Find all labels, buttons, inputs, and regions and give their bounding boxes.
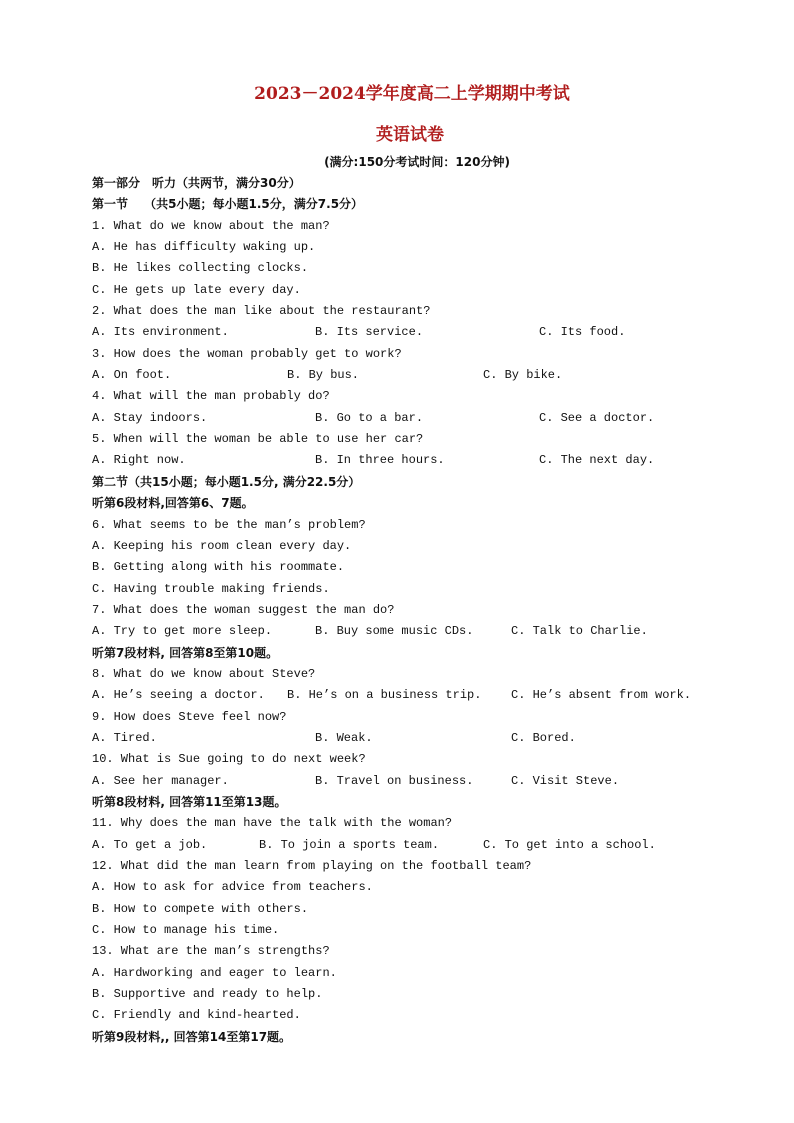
option-row [92, 685, 732, 706]
answer-option[interactable]: A. He’s seeing a doctor. [92, 688, 265, 703]
answer-option[interactable]: C. The next day. [539, 453, 655, 468]
material-instruction: 听第8段材料, 回答第11至第13题。 [92, 794, 287, 809]
answer-option[interactable]: A. Stay indoors. [92, 410, 208, 425]
answer-option[interactable]: C. To get into a school. [483, 837, 656, 852]
option-row [92, 621, 732, 642]
answer-option[interactable]: C. How to manage his time. [92, 923, 280, 938]
answer-option[interactable]: C. Bored. [511, 730, 576, 745]
section-heading: 第二节（共15小题；每小题1.5分, 满分22.5分） [92, 474, 361, 489]
answer-option[interactable]: B. Getting along with his roommate. [92, 560, 345, 575]
answer-option[interactable]: C. See a doctor. [539, 410, 655, 425]
question-stem: 10. What is Sue going to do next week? [92, 752, 366, 767]
answer-option[interactable]: B. How to compete with others. [92, 901, 309, 916]
answer-option[interactable]: A. How to ask for advice from teachers. [92, 880, 373, 895]
option-row [92, 365, 732, 386]
answer-option[interactable]: C. Visit Steve. [511, 773, 620, 788]
answer-option[interactable]: A. Hardworking and eager to learn. [92, 965, 337, 980]
answer-option[interactable]: B. In three hours. [315, 453, 445, 468]
question-stem: 9. How does Steve feel now? [92, 709, 287, 724]
material-instruction: 听第6段材料,回答第6、7题。 [92, 496, 254, 511]
question-stem: 6. What seems to be the man’s problem? [92, 517, 366, 532]
option-row [92, 728, 732, 749]
question-stem: 5. When will the woman be able to use her car? [92, 432, 424, 447]
part-heading: 第一部分 听力（共两节，满分30分） [92, 176, 301, 190]
exam-title: 2023－2024学年度高二上学期期中考试 [254, 84, 570, 104]
question-stem: 3. How does the woman probably get to work? [92, 346, 402, 361]
answer-option[interactable]: B. To join a sports team. [259, 837, 440, 852]
answer-option[interactable]: C. Friendly and kind-hearted. [92, 1008, 301, 1023]
answer-option[interactable]: A. On foot. [92, 368, 172, 383]
answer-option[interactable]: A. See her manager. [92, 773, 229, 788]
material-instruction: 听第9段材料,, 回答第14至第17题。 [92, 1029, 292, 1044]
answer-option[interactable]: A. To get a job. [92, 837, 208, 852]
option-row [92, 408, 732, 429]
answer-option[interactable]: B. Its service. [315, 325, 424, 340]
answer-option[interactable]: B. Buy some music CDs. [315, 624, 474, 639]
answer-option[interactable]: C. He’s absent from work. [511, 688, 692, 703]
option-row [92, 322, 732, 343]
answer-option[interactable]: A. Try to get more sleep. [92, 624, 273, 639]
answer-option[interactable]: B. Weak. [315, 730, 373, 745]
question-stem: 11. Why does the man have the talk with the woman? [92, 816, 453, 831]
section-heading: 第一节 （共5小题；每小题1.5分，满分7.5分） [92, 197, 364, 212]
question-list [92, 173, 732, 1048]
option-row [92, 771, 732, 792]
answer-option[interactable]: B. Go to a bar. [315, 410, 424, 425]
answer-option[interactable]: A. Keeping his room clean every day. [92, 538, 352, 553]
answer-option[interactable]: C. Its food. [539, 325, 626, 340]
answer-option[interactable]: C. By bike. [483, 368, 563, 383]
question-stem: 1. What do we know about the man? [92, 218, 330, 233]
answer-option[interactable]: B. He likes collecting clocks. [92, 261, 309, 276]
answer-option[interactable]: C. Talk to Charlie. [511, 624, 648, 639]
option-row [92, 450, 732, 471]
question-stem: 2. What does the man like about the restaurant? [92, 304, 431, 319]
answer-option[interactable]: A. Its environment. [92, 325, 229, 340]
answer-option[interactable]: B. Supportive and ready to help. [92, 987, 323, 1002]
question-stem: 8. What do we know about Steve? [92, 666, 316, 681]
answer-option[interactable]: B. He’s on a business trip. [287, 688, 482, 703]
answer-option[interactable]: A. Tired. [92, 730, 157, 745]
answer-option[interactable]: C. Having trouble making friends. [92, 581, 330, 596]
exam-info: (满分:150分考试时间：120分钟) [324, 155, 510, 169]
material-instruction: 听第7段材料, 回答第8至第10题。 [92, 645, 279, 660]
option-row [92, 835, 732, 856]
answer-option[interactable]: A. He has difficulty waking up. [92, 240, 316, 255]
answer-option[interactable]: A. Right now. [92, 453, 186, 468]
answer-option[interactable]: B. Travel on business. [315, 773, 474, 788]
question-stem: 12. What did the man learn from playing on the football team? [92, 859, 532, 873]
answer-option[interactable]: B. By bus. [287, 368, 360, 383]
question-stem: 13. What are the man’s strengths? [92, 944, 330, 959]
answer-option[interactable]: C. He gets up late every day. [92, 282, 301, 297]
question-stem: 4. What will the man probably do? [92, 389, 330, 404]
subject-title: 英语试卷 [376, 125, 444, 145]
question-stem: 7. What does the woman suggest the man do? [92, 602, 395, 617]
